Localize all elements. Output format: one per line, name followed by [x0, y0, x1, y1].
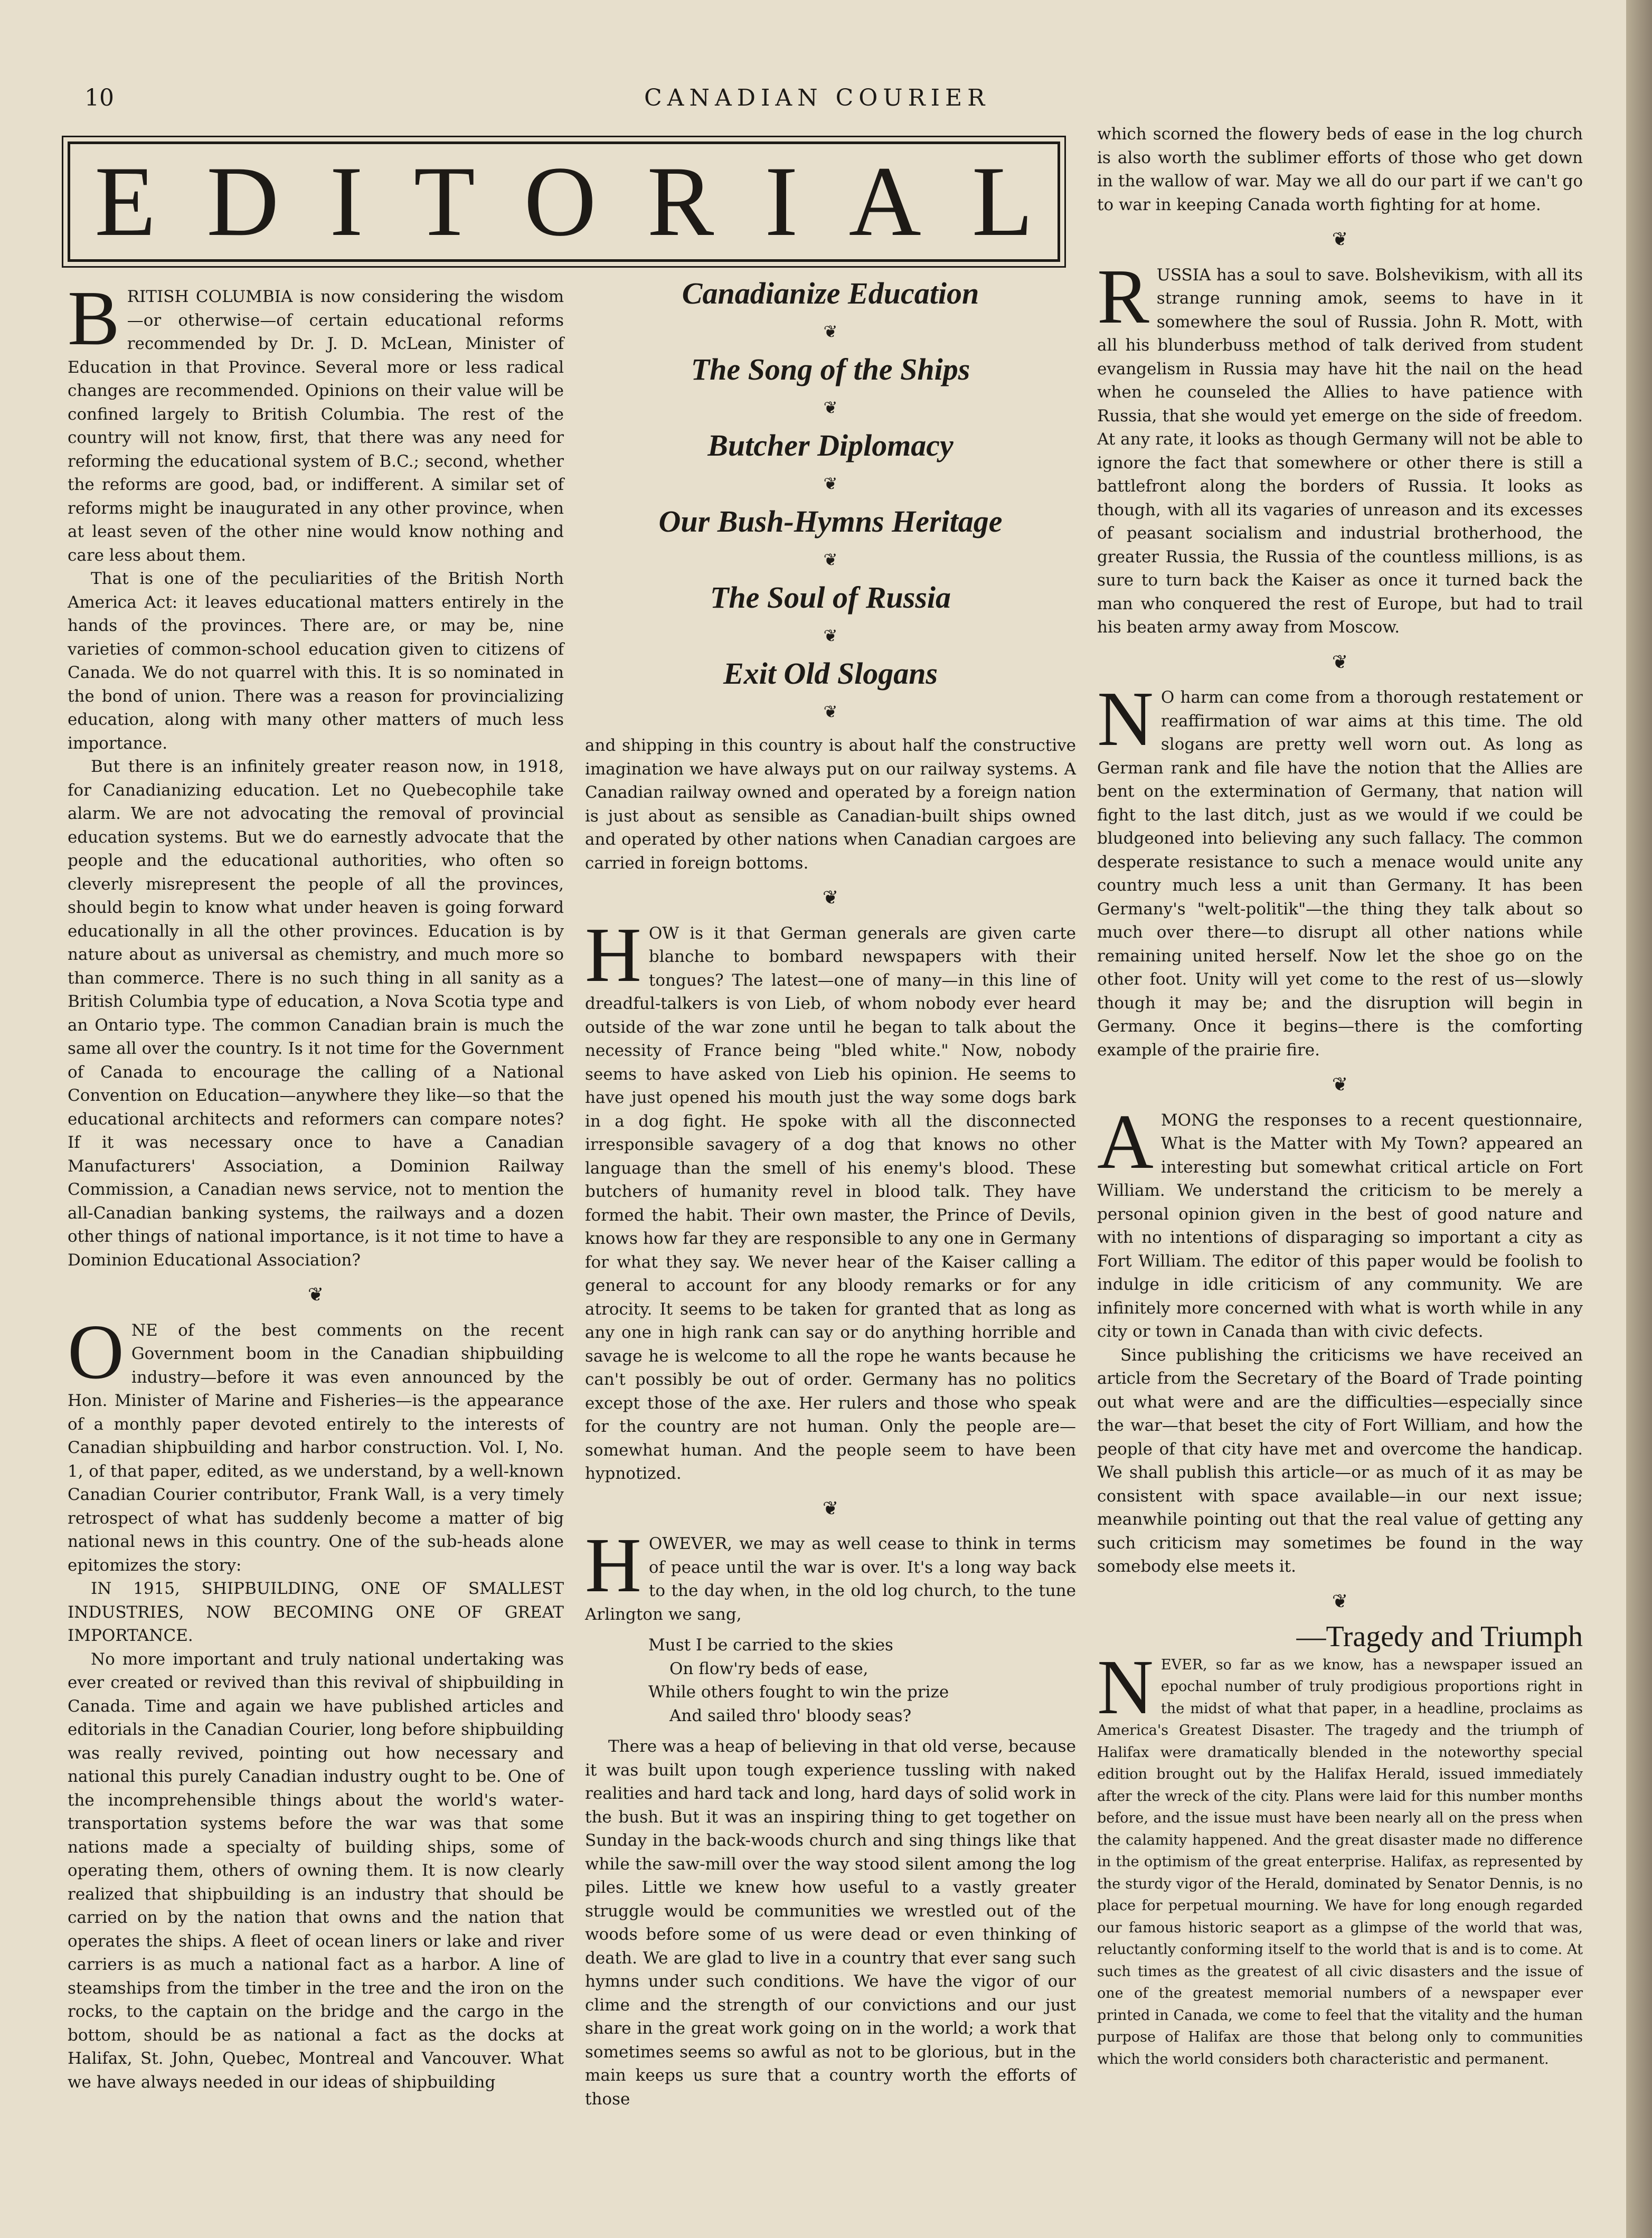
- column-3: [1097, 122, 1583, 2070]
- paragraph: There was a heap of believing in that old verse, because it was built upon tough experience tussling with naked realities and hard tack and long, hard days of solid work in the bush. But it was an inspiring thing to get together on Sunday in the back-woods church and sing things like that while the saw-mill over the way stood silent among the log piles. Little we knew how useful to a vastly greater struggle would be communities we wrestled out of the woods before some of us were dead or even thinking of death. We are glad to live in a country that ever sang such hymns under such conditions. We have the vigor of our clime and the strength of our convictions and our just share in the great work going on in the world; a work that sometimes seems so awful as not to be glorious, but in the main keeps us sure that a country worth the efforts of those: [585, 1737, 1076, 2109]
- article-shipbuilding: ONE of the best comments on the recent Government boom in the Canadian shipbuilding industry—before it was even announced by the Hon. Minister of Marine and Fisheries—is the appearance of a monthly paper devoted entirely to the interests of Canadian shipbuilding and harbor construction. Vol. I, No. 1, of that paper, edited, as we understand, by a well-known Canadian Courier contributor, Frank Wall, is a very timely retrospect of what has suddenly become a matter of big national news in this country. One of the sub-heads alone epitomizes the story:: [68, 1308, 564, 1575]
- ornament-icon: ❦: [822, 1497, 839, 1519]
- contents-item: Our Bush-Hymns Heritage: [658, 504, 1003, 539]
- page-header: [84, 84, 1584, 116]
- paragraph: That is one of the peculiarities of the British North America Act: it leaves educational matters entirely in the hands of the provinces. There are, or may be, nine varieties of common-school education given to citizens of Canada. We do not quarrel with this. It is so nominated in the bond of union. There was a reason for provincializing education, along with many other matters of much less importance.: [68, 569, 564, 753]
- ornament-icon: ❦: [1332, 1590, 1348, 1612]
- verse-line: While others fought to win the prize: [648, 1683, 949, 1702]
- paragraph: Since publishing the criticisms we have received an article from the Secretary of the Board of Trade pointing out what were and are the difficulties—especially since the war—that beset the city of Fort William, and how the people of that city have met and overcome the handicap. We shall publish this article—or as much of it as may be consistent with space available—in our next issue; meanwhile pointing out that the real value of getting any such criticism may sometimes be found in the way somebody else meets it.: [1097, 1345, 1583, 1576]
- ornament-icon: ❦: [823, 626, 838, 646]
- drop-cap: A: [1097, 1098, 1154, 1185]
- column-2: [585, 734, 1076, 2111]
- article-slogans: N O harm can come from a thorough restatement or reaffirmation of war aims at this time. The old slogans are pretty well worn out. As long as German rank and file have the notion that the Allies are bent on the extermination of Germany, that nation will fight to the last ditch, just as we would if we could be bludgeoned into believing any such fallacy. The common desperate resistance to such a menace would unite any country much less a unit than Germany. It has been Germany's "welt-politik"—the thing they talk about so much over there—to disrupt all other nations while remaining united herself. Now let the shoe go on the other foot. Unity will yet come to the rest of us—slowly though it may be; and the disruption will begin in Germany. Once it begins—there is the comforting example of the prairie fire.: [1097, 676, 1583, 1060]
- paragraph: No more important and truly national undertaking was ever created or revived than this revival of shipbuilding in Canada. Time and again we have published articles and editorials in the Canadian Courier, long before shipbuilding was really revived, pointing out how necessary and national this purely Canadian industry ought to be. One of the incomprehensible things about the world's water-transportation systems before the war was that some nations made a specialty of building ships, some of operating them, others of owning them. It is now clearly realized that shipbuilding is an industry that should be carried on by the nation that owns and the nation that operates the ships. A fleet of ocean liners or lake and river carriers is as much a national fact as a harbor. A line of steamships from the timber in the tree and the iron on the rocks, to the captain on the bridge and the cargo in the bottom, should be as national a fact as the docks at Halifax, St. John, Quebec, Montreal and Vancouver. What we have always needed in our ideas of shipbuilding: [68, 1649, 564, 2092]
- page-edge: [1626, 0, 1652, 2238]
- drop-cap: B: [68, 275, 120, 362]
- editorial-banner: [68, 141, 1084, 262]
- ornament-icon: ❦: [1332, 229, 1348, 250]
- verse-line: On flow'ry beds of ease,: [669, 1659, 869, 1678]
- hymn-verse: [648, 1633, 1076, 1727]
- drop-cap: O: [68, 1308, 124, 1395]
- sub-head-quote: IN 1915, SHIPBUILDING, ONE OF SMALLEST INDUSTRIES, NOW BECOMING ONE OF GREAT IMPORTANCE.: [68, 1579, 564, 1645]
- ornament-icon: ❦: [823, 322, 838, 342]
- ornament-icon: ❦: [307, 1284, 324, 1306]
- drop-cap: R: [1097, 253, 1149, 340]
- editorial-title: EDITORIAL: [95, 146, 1084, 257]
- contents-item: Canadianize Education: [682, 276, 979, 310]
- article-bush-hymns: HOWEVER, we may as well cease to think in terms of peace until the war is over. It's a long way back to the day when, in the old log church, to the tune Arlington we sang,: [585, 1522, 1076, 1624]
- article-russia: RUSSIA has a soul to save. Bolshevikism, with all its strange running amok, seems to have in it somewhere the soul of Russia. John R. Mott, with all his blunderbuss method of talk derived from student evangelism in Russia may have hit the nail on the head when he counseled the Allies to have patience with Russia, that she would yet emerge on the side of freedom. At any rate, it looks as though Germany will not be able to ignore the fact that somewhere or other there is still a battlefront along the borders of Russia. It looks as though, with all its vagaries of unreason and its excesses of peasant socialism and industrial brotherhood, the greater Russia, the Russia of the countless millions, is as sure to turn back the Kaiser as once it turned back the man who conquered the rest of Europe, but had to trail his beaten army away from Moscow.: [1097, 253, 1583, 637]
- drop-cap: N: [1097, 676, 1154, 762]
- drop-cap: H: [585, 1522, 641, 1609]
- ornament-icon: ❦: [1332, 1074, 1348, 1096]
- column-1: [68, 275, 564, 2094]
- drop-cap: H: [585, 911, 641, 998]
- contents-item: Exit Old Slogans: [723, 656, 938, 691]
- editorial-contents: [585, 275, 1076, 731]
- ornament-icon: ❦: [823, 474, 838, 494]
- paragraph: But there is an infinitely greater reason now, in 1918, for Canadianizing education. Let no Quebecophile take alarm. We are not advocating the removal of provincial education systems. But we do earnestly advocate that the people and the educational authorities, who often so cleverly misrepresent the people of all the provinces, should begin to know what under heaven is going forward educationally in all the other provinces. Education is by nature about as universal as chemistry, and much more so than commerce. There is no such thing in all sanity as a British Columbia type of education, a Nova Scotia type and an Ontario type. The common Canadian brain is much the same all over the country. Is it not time for the Government of Canada to encourage the calling of a National Convention on Education—anywhere they like—so that the educational architects and reformers can compare notes? If it was necessary once to have a Canadian Manufacturers' Association, a Dominion Railway Commission, a Canadian news service, not to mention the all-Canadian banking systems, the railways and a dozen other things of national importance, is it not time to have a Dominion Educational Association?: [68, 757, 564, 1270]
- article-halifax: NEVER, so far as we know, has a newspaper issued an epochal number of truly prodigious proportions right in the midst of what that paper, in a headline, proclaims as America's Greatest Disaster. The tragedy and the triumph of Halifax were dramatically blended in the noteworthy special edition brought out by the Halifax Herald, issued immediately after the wreck of the city. Plans were laid for this number months before, and the issue must have been nearly all on the press when the calamity happened. And the great disaster made no difference in the optimism of the great enterprise. Halifax, as represented by the sturdy vigor of the Herald, dominated by Senator Dennis, is no place for perpetual mourning. We have for long enough regarded our famous historic seaport as a glimpse of the world that was, reluctantly conforming itself to the world that is and is to come. At such times as the greatest of all civic disasters and the issue of one of the greatest memorial numbers of a newspaper ever printed in Canada, we come to feel that the vitality and the human purpose of Halifax are those that belong only to communities which the world considers both characteristic and permanent.: [1097, 1644, 1583, 2067]
- article-fort-william: AMONG the responses to a recent questionnaire, What is the Matter with My Town? appeared an interesting but somewhat critical article on Fort William. We understand the criticism to be merely a personal opinion given in the best of good nature and with no intentions of disparaging so important a city as Fort William. The editor of this paper would be foolish to indulge in idle criticism of any community. We are infinitely more concerned with what is worth while in any city or town in Canada than with civic defects.: [1097, 1098, 1583, 1341]
- article-bc-education: BRITISH COLUMBIA is now considering the wisdom—or otherwise—of certain educational reforms recommended by Dr. J. D. McLean, Minister of Education in that Province. Several more or less radical changes are recommended. Opinions on their value will be confined largely to British Columbia. The rest of the country will not know, first, that there was any need for reforming the educational system of B.C.; second, whether the reforms are good, bad, or indifferent. A similar set of reforms might be inaugurated in any other province, when at least seven of the other nine would know nothing and care less about them.: [68, 275, 564, 565]
- running-head: CANADIAN COURIER: [644, 84, 990, 111]
- tragedy-triumph-heading: —Tragedy and Triumph: [1296, 1620, 1583, 1653]
- ornament-icon: ❦: [822, 887, 839, 909]
- contents-item: The Soul of Russia: [710, 580, 951, 615]
- verse-line: And sailed thro' bloody seas?: [669, 1706, 912, 1725]
- paragraph: which scorned the flowery beds of ease in the log church is also worth the sublimer efforts of those who get down in the wallow of war. May we all do our part if we can't go to war in keeping Canada worth fighting for at home.: [1097, 125, 1583, 214]
- ornament-icon: ❦: [823, 702, 838, 722]
- paragraph: and shipping in this country is about half the constructive imagination we have always put on our railway systems. A Canadian railway owned and operated by a foreign nation is just about as sensible as Canadian-built ships owned and operated by other nations when Canadian cargoes are carried in foreign bottoms.: [585, 736, 1076, 873]
- verse-line: Must I be carried to the skies: [648, 1636, 893, 1655]
- article-german-generals: HOW is it that German generals are given carte blanche to bombard newspapers with their tongues? The latest—one of many—in this line of dreadful-talkers is von Lieb, of whom nobody ever heard outside of the war zone until he began to talk about the necessity of France being "bled white." Now, nobody seems to have asked von Lieb his opinion. He seems to have just opened his mouth just the way some dogs bark in a dog fight. He spoke with all the disconnected irresponsible savagery of a dog that knows no other language than the smell of his enemy's blood. These butchers of humanity revel in blood talk. They have formed the habit. Their own master, the Prince of Devils, knows how far they are responsible to any one in Germany for what they say. We never hear of the Kaiser calling a general to account for any bloody remarks or for any atrocity. It seems to be taken for granted that as long as any one in high rank can say or do anything horrible and savage he is welcome to all the rope he wants because he can't possibly be out of order. Germany has no politics except those of the axe. Her rulers and those who speak for the country are not human. Only the people are—somewhat human. And the people seem to have been hypnotized.: [585, 911, 1076, 1483]
- contents-item: The Song of the Ships: [691, 352, 970, 386]
- drop-cap: N: [1097, 1644, 1154, 1731]
- contents-item: Butcher Diplomacy: [707, 428, 954, 462]
- ornament-icon: ❦: [823, 550, 838, 570]
- ornament-icon: ❦: [1332, 651, 1348, 673]
- ornament-icon: ❦: [823, 398, 838, 418]
- page-number: 10: [84, 84, 114, 111]
